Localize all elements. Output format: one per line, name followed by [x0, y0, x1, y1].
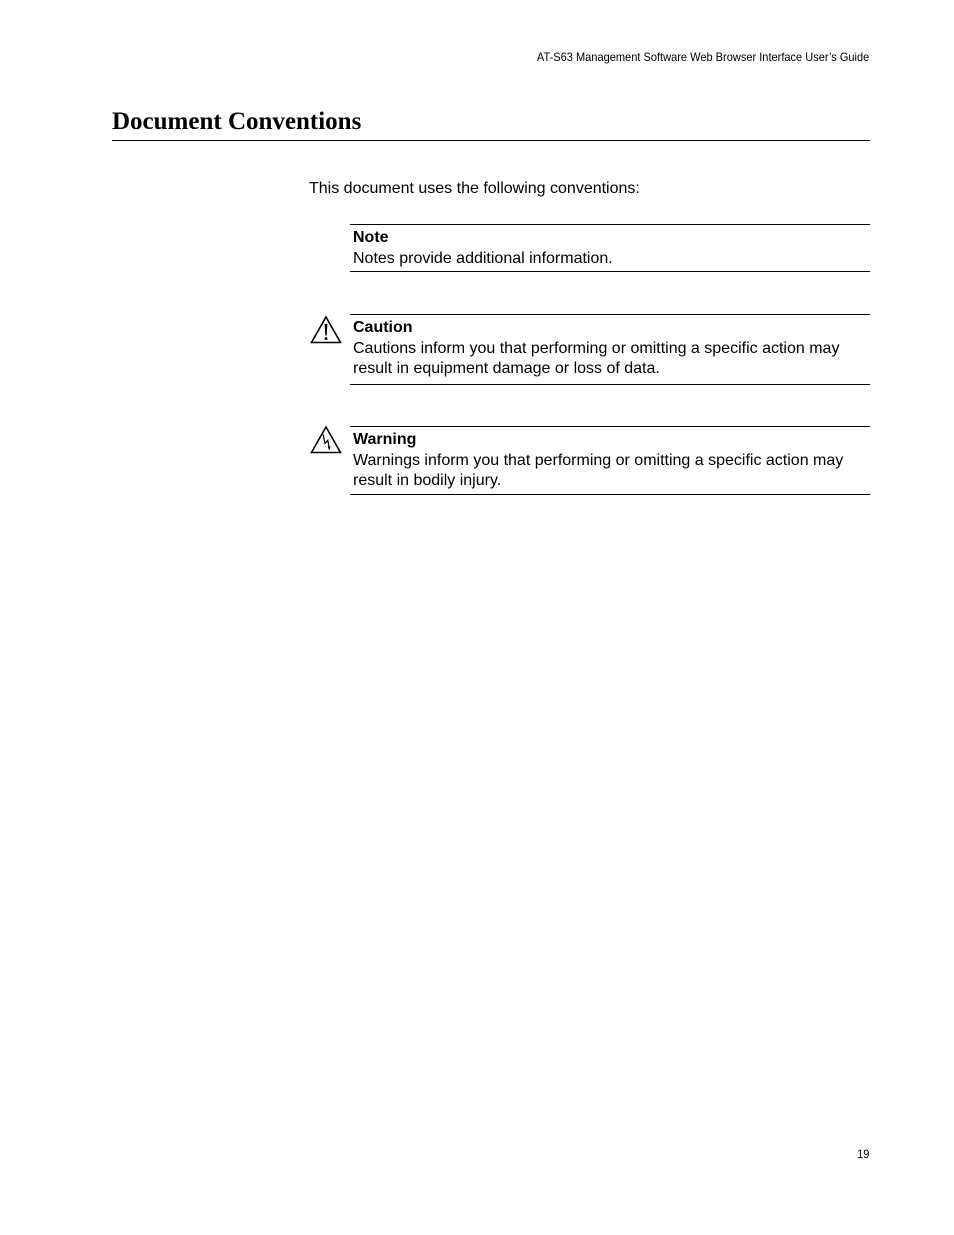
- caution-label: Caution: [353, 319, 413, 336]
- page-number: 19: [856, 1147, 869, 1161]
- caution-text: Cautions inform you that performing or omitting a specific action may result in equipment damage or loss of data.: [353, 340, 840, 377]
- note-box: [350, 224, 870, 272]
- warning-text: Warnings inform you that performing or omitting a specific action may result in bodily injury.: [353, 452, 844, 489]
- running-header: AT-S63 Management Software Web Browser Interface User’s Guide: [536, 50, 869, 64]
- section-title: Document Conventions: [112, 108, 362, 135]
- note-label: Note: [353, 229, 389, 246]
- lightning-triangle-icon: [310, 425, 342, 454]
- warning-box: [350, 426, 870, 495]
- caution-box: [350, 314, 870, 385]
- exclamation-triangle-icon: [310, 315, 342, 344]
- warning-label: Warning: [353, 431, 417, 448]
- title-rule: [112, 140, 870, 141]
- note-text: Notes provide additional information.: [353, 250, 613, 267]
- intro-paragraph: This document uses the following conventions:: [309, 180, 640, 197]
